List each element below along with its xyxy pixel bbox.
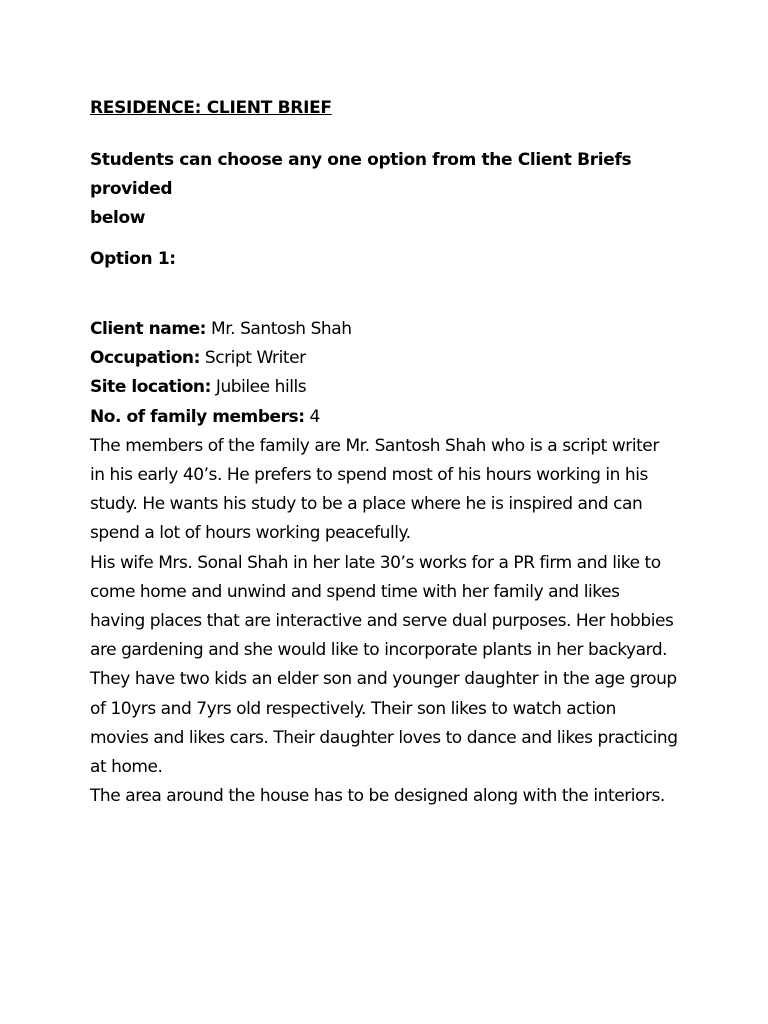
body-line: having places that are interactive and serve dual purposes. Her hobbies xyxy=(90,611,674,632)
body-line: His wife Mrs. Sonal Shah in her late 30’s works for a PR firm and like to xyxy=(90,552,661,573)
field-label: Client name: xyxy=(90,319,207,339)
field-label: Site location: xyxy=(90,377,211,398)
body-line: come home and unwind and spend time with her family and likes xyxy=(90,581,620,602)
field-label: No. of family members: xyxy=(90,406,305,427)
field-client-name xyxy=(90,315,690,344)
body-line: movies and likes cars. Their daughter loves to dance and likes practicing xyxy=(90,727,678,748)
body-line: at home. xyxy=(90,757,163,778)
body-line: are gardening and she would like to incorporate plants in her backyard. xyxy=(90,640,668,661)
field-label: Occupation: xyxy=(90,348,200,369)
field-site-location xyxy=(90,373,690,402)
body-line: The members of the family are Mr. Santosh Shah who is a script writer xyxy=(90,435,659,456)
intro-line: Students can choose any one option from the Client Briefs provided xyxy=(90,150,632,199)
body-line: study. He wants his study to be a place where he is inspired and can xyxy=(90,494,643,515)
field-value: 4 xyxy=(304,406,320,427)
document-title: RESIDENCE: CLIENT BRIEF xyxy=(90,98,332,118)
option-heading: Option 1: xyxy=(90,249,176,269)
body-line: They have two kids an elder son and younger daughter in the age group xyxy=(90,669,677,690)
field-value: Jubilee hills xyxy=(210,377,307,398)
field-value: Script Writer xyxy=(199,348,306,369)
body-line: The area around the house has to be designed along with the interiors. xyxy=(90,786,665,807)
body-line: spend a lot of hours working peacefully. xyxy=(90,523,411,544)
body-line: of 10yrs and 7yrs old respectively. Their son likes to watch action xyxy=(90,698,616,719)
intro-line: below xyxy=(90,208,146,228)
document-page xyxy=(90,94,690,811)
field-family-members xyxy=(90,403,690,432)
intro-text xyxy=(90,146,680,233)
body-paragraph xyxy=(90,432,690,812)
body-line: in his early 40’s. He prefers to spend most of his hours working in his xyxy=(90,465,648,486)
client-details xyxy=(90,315,690,811)
field-value: Mr. Santosh Shah xyxy=(206,319,352,339)
field-occupation xyxy=(90,344,690,373)
